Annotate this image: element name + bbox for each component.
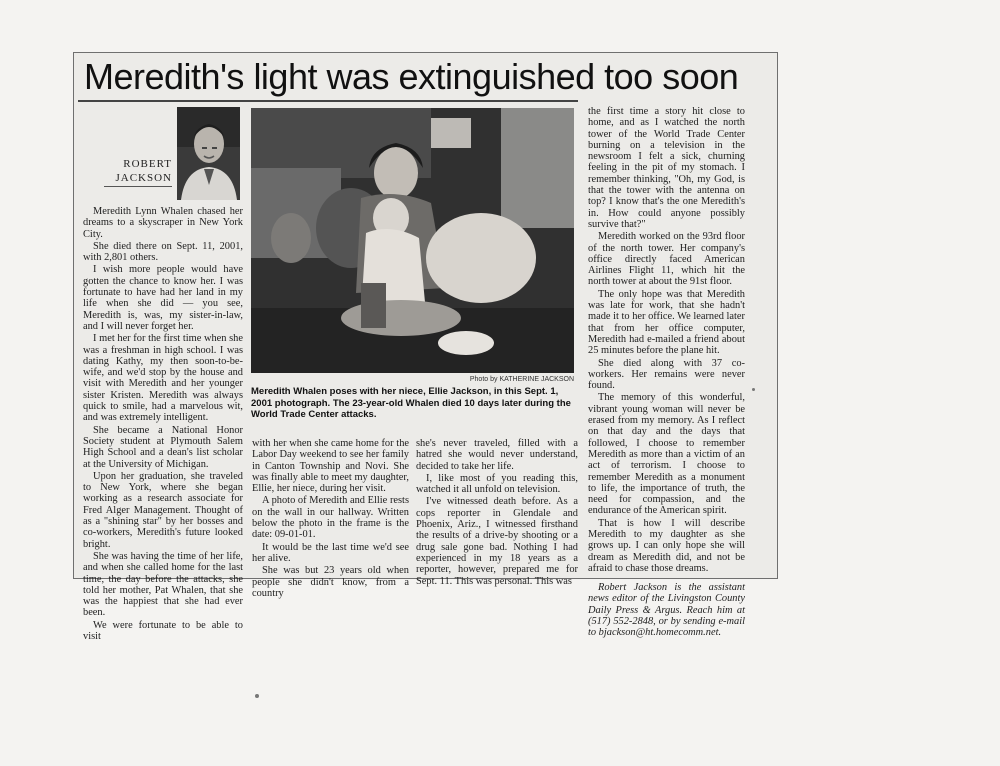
paragraph: Meredith Lynn Whalen chased her dreams to a skyscraper in New York City. bbox=[83, 206, 243, 240]
headshot-image bbox=[177, 107, 240, 200]
paragraph: with her when she came home for the Labor Day weekend to see her family in Canton Township and Novi. She was finally able to meet my daughter, Ellie, her niece, during her visit. bbox=[252, 438, 409, 495]
paragraph: I met her for the first time when she was a freshman in high school. I was dating Kathy, my then soon-to-be-wife, and we'd stop by the house and visit with Meredith and her younger sister Kristen. Meredith was always quick to smile, had a marvelous wit, and was extremely intelligent. bbox=[83, 333, 243, 424]
column-3 bbox=[416, 438, 578, 587]
byline-rule bbox=[104, 186, 172, 187]
column-1 bbox=[83, 206, 243, 642]
paragraph: she's never traveled, filled with a hatred she would never understand, decided to take her life. bbox=[416, 438, 578, 472]
byline bbox=[104, 157, 172, 185]
photo-caption: Meredith Whalen poses with her niece, Ellie Jackson, in this Sept. 1, 2001 photograph. The 23-year-old Whalen died 10 days later during the World Trade Center attacks. bbox=[251, 386, 571, 420]
paragraph: A photo of Meredith and Ellie rests on the wall in our hallway. Written below the photo in the frame is the date: 09-01-01. bbox=[252, 495, 409, 541]
column-2 bbox=[252, 438, 409, 599]
paragraph: She was but 23 years old when people she didn't know, from a country bbox=[252, 565, 409, 599]
paragraph: I wish more people would have gotten the chance to know her. I was fortunate to have had her land in my life when she did — you see, Meredith is, was, my sister-in-law, and I will never forget her. bbox=[83, 264, 243, 332]
paragraph: Upon her graduation, she traveled to New York, where she began working as a research associate for Fred Alger Management. Thought of as a "shining star" by her bosses and co-workers, Meredith's future looked bright. bbox=[83, 470, 243, 550]
headline: Meredith's light was extinguished too soon bbox=[84, 56, 739, 97]
paragraph: That is how I will describe Meredith to my daughter as she grows up. I can only hope she will dream as Meredith did, and not be afraid to chase those dreams. bbox=[588, 517, 745, 574]
paragraph: She became a National Honor Society student at Plymouth Salem High School and a dean's list scholar at the University of Michigan. bbox=[83, 424, 243, 470]
paragraph: I've witnessed death before. As a cops reporter in Glendale and Phoenix, Ariz., I witnessed firsthand the results of a drive-by shooting or a drug sale gone bad. Nothing I had experienced in my 18 years as a reporter, however, prepared me for Sept. 11. This was personal. This was bbox=[416, 496, 578, 587]
paragraph: We were fortunate to be able to visit bbox=[83, 619, 243, 642]
author-bio-text: Robert Jackson is the assistant news editor of the Livingston County Daily Press & Argus. Reach him at (517) 552-2848, or by sending e-mail to bjackson@ht.homecomm.net. bbox=[588, 582, 745, 639]
byline-last-name: JACKSON bbox=[115, 172, 172, 184]
paragraph: I, like most of you reading this, watched it all unfold on television. bbox=[416, 472, 578, 496]
photo-credit: Photo by KATHERINE JACKSON bbox=[469, 376, 574, 383]
photo-image bbox=[251, 108, 574, 373]
paragraph: The memory of this wonderful, vibrant young woman will never be erased from my memory. As I reflect on that day and the days that followed, I choose to remember Meredith as more than a victim of an act of terrorism. I choose to remember Meredith as a monument to life, the importance of truth, the need for compassion, and the endurance of the American spirit. bbox=[588, 392, 745, 517]
byline-first-name: ROBERT bbox=[123, 158, 172, 170]
headline-rule bbox=[78, 100, 578, 102]
article-photo bbox=[251, 108, 574, 373]
paragraph: She died there on Sept. 11, 2001, with 2,801 others. bbox=[83, 240, 243, 264]
scan-speck bbox=[752, 388, 755, 391]
paragraph: She died along with 37 co-workers. Her remains were never found. bbox=[588, 357, 745, 392]
scan-speck bbox=[255, 694, 259, 698]
author-bio bbox=[588, 582, 745, 638]
author-headshot bbox=[177, 107, 240, 200]
paragraph: It would be the last time we'd see her alive. bbox=[252, 541, 409, 564]
paragraph: She was having the time of her life, and when she called home for the last time, the day before the attacks, she told her mother, Pat Whalen, that she was the happiest that she had ever been. bbox=[83, 550, 243, 619]
paragraph: Meredith worked on the 93rd floor of the north tower. Her company's office directly faced American Airlines Flight 11, which hit the north tower at about the 91st floor. bbox=[588, 231, 745, 288]
column-4 bbox=[588, 106, 745, 639]
paragraph: the first time a story hit close to home, and as I watched the north tower of the World Trade Center burning on a television in the newsroom I felt a sick, churning feeling in the pit of my stomach. I remember thinking, "Oh, my God, is that the tower with the antenna on top? I know that's the one Meredith's in. How could anyone possibly survive that?" bbox=[588, 106, 745, 230]
paragraph: The only hope was that Meredith was late for work, that she hadn't made it to her office. We learned later that from her office computer, Meredith had e-mailed a friend about 25 minutes before the plane hit. bbox=[588, 288, 745, 357]
